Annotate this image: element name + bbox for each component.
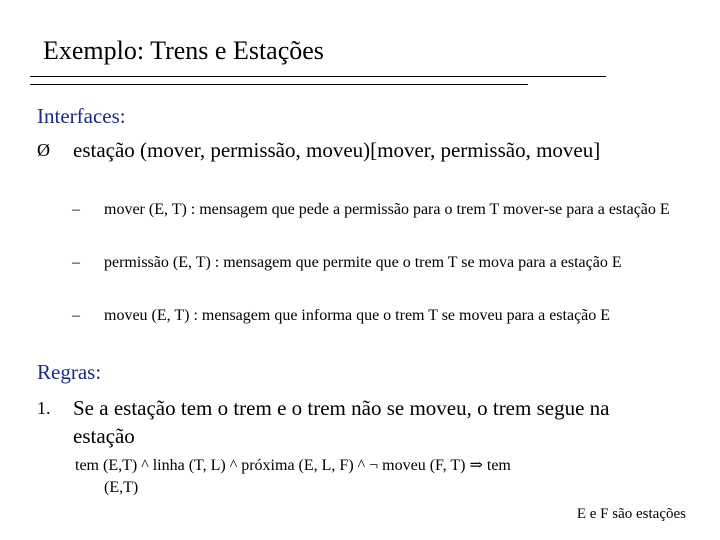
rule-formula-line2: (E,T) — [104, 479, 139, 496]
subitem-dash-2: – — [72, 254, 80, 271]
title-rule-bottom — [30, 84, 528, 85]
subitem-dash-3: – — [72, 307, 80, 324]
rule-formula — [75, 455, 675, 499]
title-rule-top — [30, 76, 606, 77]
subitem-dash-1: – — [72, 201, 80, 218]
rules-heading: Regras: — [37, 360, 102, 384]
arrow-bullet-icon: Ø — [37, 140, 50, 160]
interfaces-bullet-text: estação (mover, permissão, moveu)[mover, permissão, moveu] — [73, 138, 601, 162]
rule-text: Se a estação tem o trem e o trem não se moveu, o trem segue na estação — [73, 396, 610, 448]
subitem-text-2: permissão (E, T) : mensagem que permite que o trem T se mova para a estação E — [104, 254, 622, 271]
rule-formula-line1: tem (E,T) ^ linha (T, L) ^ próxima (E, L, F) ^ ¬ moveu (F, T) ⇒ tem — [75, 457, 511, 474]
interfaces-heading: Interfaces: — [37, 104, 126, 128]
footnote: E e F são estações — [576, 506, 686, 522]
rule-number: 1. — [37, 398, 51, 418]
subitem-text-1: mover (E, T) : mensagem que pede a permissão para o trem T mover-se para a estação E — [104, 201, 670, 218]
subitem-text-3: moveu (E, T) : mensagem que informa que o trem T se moveu para a estação E — [104, 307, 611, 324]
slide-title: Exemplo: Trens e Estações — [43, 36, 324, 65]
